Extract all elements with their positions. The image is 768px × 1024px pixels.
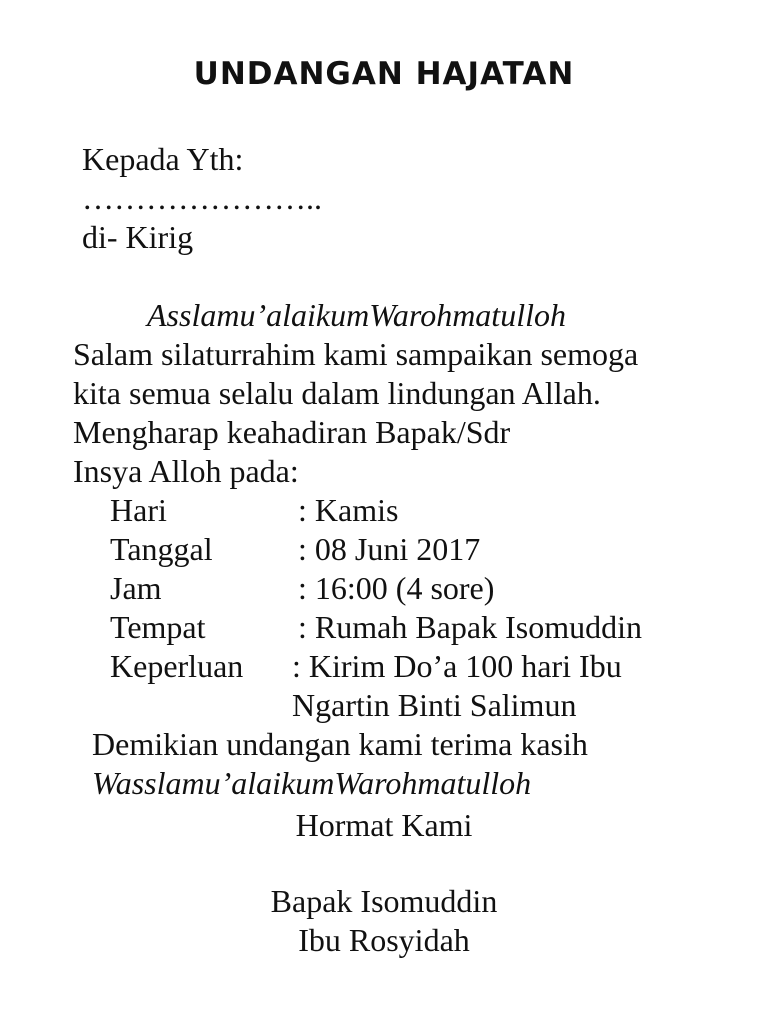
recipient-name-placeholder: ………………….. bbox=[82, 180, 322, 216]
day-value: : Kamis bbox=[298, 492, 399, 528]
purpose-label: Keperluan bbox=[110, 648, 244, 684]
body-line-4: Insya Alloh pada: bbox=[73, 453, 299, 489]
purpose-value-1: : Kirim Do’a 100 hari Ibu bbox=[292, 648, 622, 684]
time-value: : 16:00 (4 sore) bbox=[298, 570, 495, 606]
document-title: UNDANGAN HAJATAN bbox=[193, 56, 575, 92]
detail-row-time bbox=[110, 569, 494, 608]
date-value: : 08 Juni 2017 bbox=[298, 531, 481, 567]
body-line-3: Mengharap keahadiran Bapak/Sdr bbox=[73, 414, 511, 450]
detail-row-date bbox=[110, 530, 480, 569]
recipient-location: di- Kirig bbox=[82, 219, 194, 255]
detail-row-purpose bbox=[110, 647, 622, 686]
date-label: Tanggal bbox=[110, 531, 213, 567]
detail-row-place bbox=[110, 608, 642, 647]
closing-greeting: Wasslamu’alaikumWarohmatulloh bbox=[92, 765, 532, 801]
signatory-1: Bapak Isomuddin bbox=[270, 883, 498, 919]
place-value: : Rumah Bapak Isomuddin bbox=[298, 609, 642, 645]
day-label: Hari bbox=[110, 492, 167, 528]
body-line-1: Salam silaturrahim kami sampaikan semoga bbox=[73, 336, 639, 372]
purpose-value-2: Ngartin Binti Salimun bbox=[292, 687, 577, 723]
regards: Hormat Kami bbox=[295, 807, 473, 843]
place-label: Tempat bbox=[110, 609, 206, 645]
body-line-2: kita semua selalu dalam lindungan Allah. bbox=[73, 375, 601, 411]
closing-thanks: Demikian undangan kami terima kasih bbox=[92, 726, 588, 762]
signatory-2: Ibu Rosyidah bbox=[298, 922, 470, 958]
time-label: Jam bbox=[110, 570, 162, 606]
detail-row-day bbox=[110, 491, 398, 530]
recipient-label: Kepada Yth: bbox=[82, 141, 244, 177]
opening-greeting: Asslamu’alaikumWarohmatulloh bbox=[147, 297, 566, 333]
